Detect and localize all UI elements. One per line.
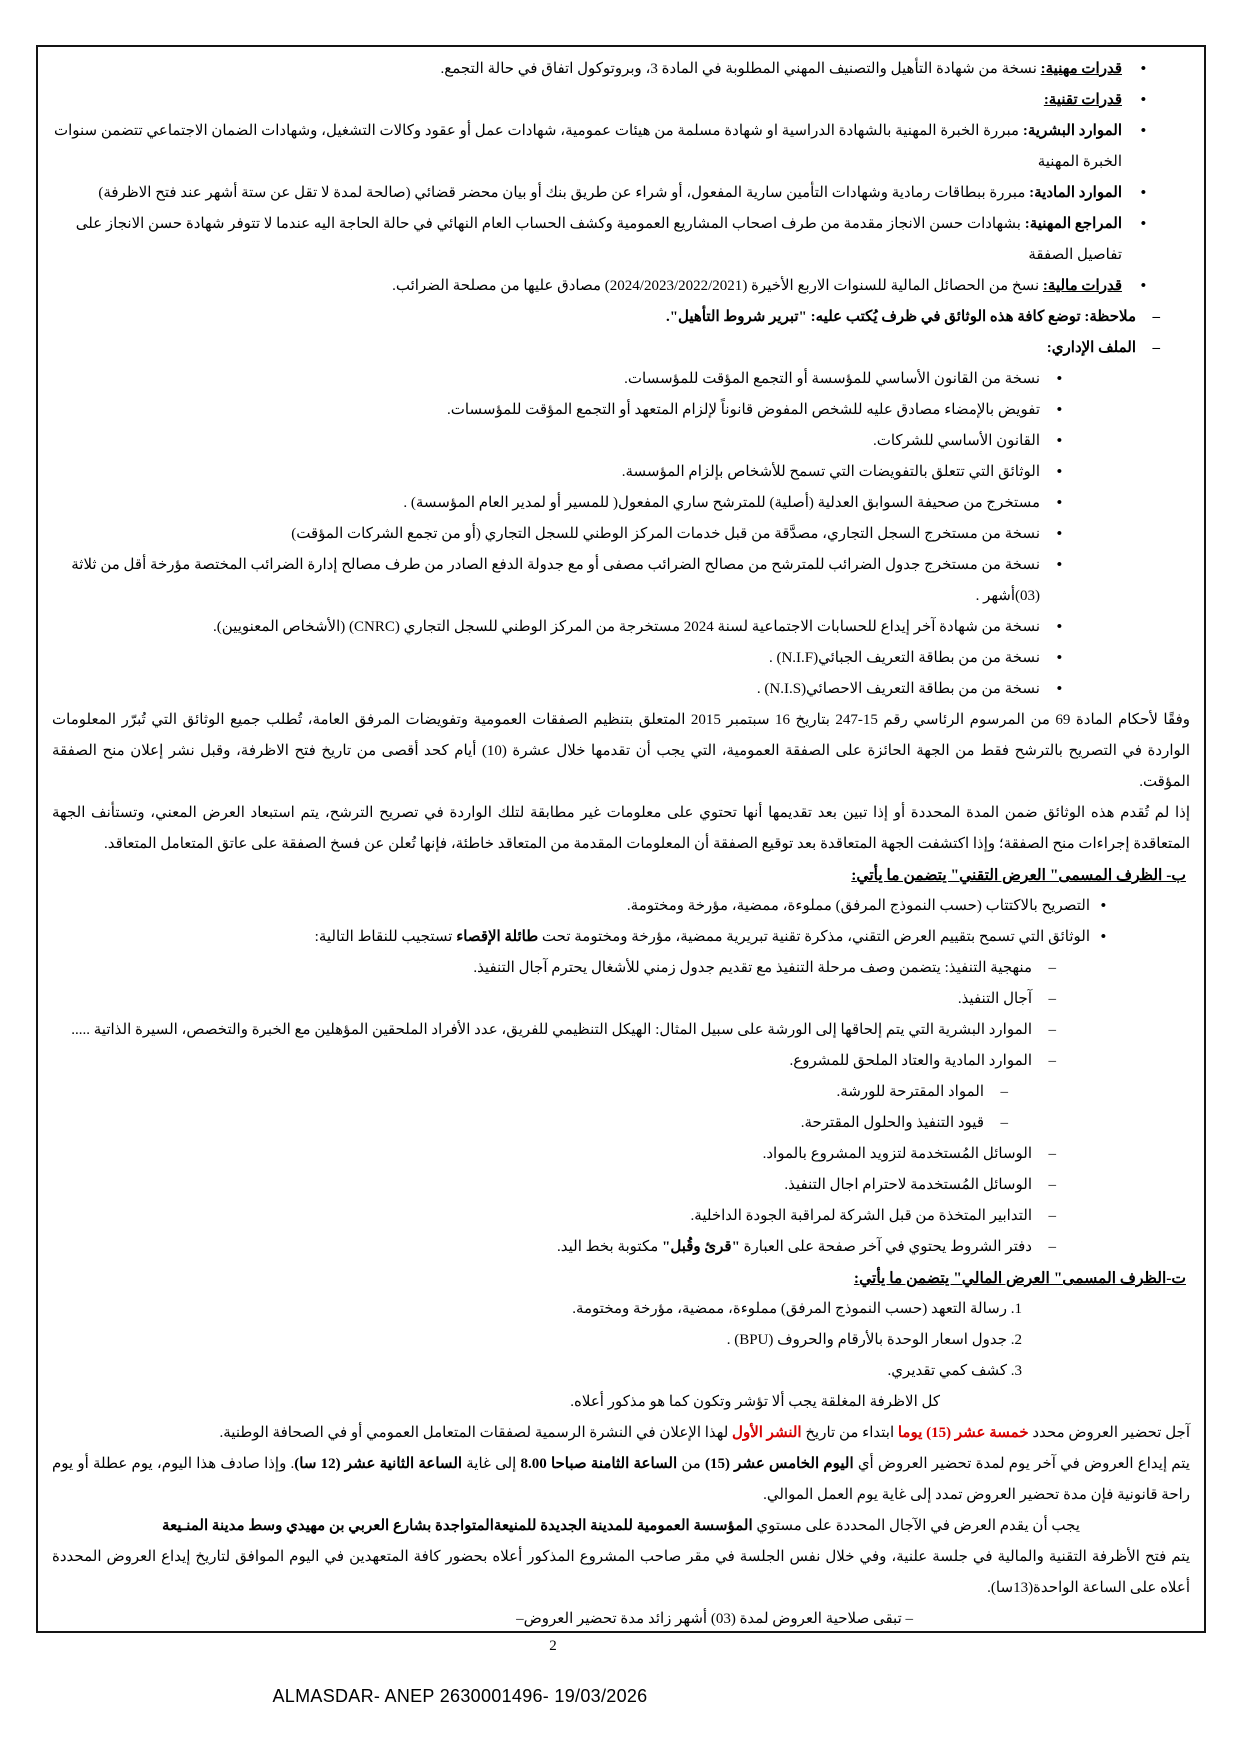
admin-file-item: • نسخة من القانون الأساسي للمؤسسة أو التجمع المؤقت للمؤسسات. bbox=[52, 364, 1190, 395]
technical-bullet-list bbox=[52, 891, 1190, 953]
note-remark: – ملاحظة: توضع كافة هذه الوثائق في ظرف يُكتب عليه: "تبرير شروط التأهيل". bbox=[52, 302, 1190, 333]
qualification-item: • قدرات مهنية: نسخة من شهادة التأهيل والتصنيف المهني المطلوبة في المادة 3، وبروتوكول اتفاق في حالة التجمع. bbox=[52, 54, 1190, 85]
admin-file-item: • نسخة من من بطاقة التعريف الاحصائي(N.I.S) . bbox=[52, 674, 1190, 705]
admin-file-list bbox=[52, 364, 1190, 705]
admin-file-item: • القانون الأساسي للشركات. bbox=[52, 426, 1190, 457]
opening-paragraph: يتم فتح الأظرفة التقنية والمالية في جلسة علنية، وفي خلال نفس الجلسة في مقر صاحب المشروع المذكور أعلاه بحضور كافة المتعهدين في اليوم الموافق لتاريخ إيداع العروض المحددة أعلاه على الساعة الواحدة(13سا). bbox=[52, 1549, 1190, 1596]
technical-dash-item: – منهجية التنفيذ: يتضمن وصف مرحلة التنفيذ مع تقديم جدول زمني للأشغال يحترم آجال التنفيذ. bbox=[52, 953, 1190, 984]
technical-dash-item: – الوسائل المُستخدمة لاحترام اجال التنفيذ. bbox=[52, 1170, 1190, 1201]
admin-file-item: • نسخة من مستخرج جدول الضرائب للمترشح من مصالح الضرائب مصفى أو مع جدولة الدفع الصادر من طرف مصالح إدارة الضرائب المختصة مؤرخة أقل من ثلاثة (03)أشهر . bbox=[52, 550, 1190, 612]
admin-file-item: • نسخة من شهادة آخر إيداع للحسابات الاجتماعية لسنة 2024 مستخرجة من المركز الوطني للسجل التجاري (CNRC) (الأشخاص المعنويين). bbox=[52, 612, 1190, 643]
technical-dash-item: – الموارد المادية والعتاد الملحق للمشروع. bbox=[52, 1046, 1190, 1077]
deposit-paragraph: يتم إيداع العروض في آخر يوم لمدة تحضير العروض أي اليوم الخامس عشر (15) من الساعة الثامنة صباحا 8.00 إلى غاية الساعة الثانية عشر (12 سا). وإذا صادف هذا اليوم، يوم عطلة أو يوم راحة قانونية فإن مدة تحضير العروض تمدد إلى غاية يوم العمل الموالي. bbox=[52, 1456, 1190, 1503]
admin-file-item: • تفويض بالإمضاء مصادق عليه للشخص المفوض قانوناً لإلزام المتعهد أو التجمع المؤقت للمؤسسات. bbox=[52, 395, 1190, 426]
financial-item: 2. جدول اسعار الوحدة بالأرقام والحروف (BPU) . bbox=[726, 1332, 1022, 1348]
validity-line: – تبقى صلاحية العروض لمدة (03) أشهر زائد مدة تحضير العروض– bbox=[516, 1611, 913, 1627]
admin-file-item: • نسخة من من بطاقة التعريف الجبائي(N.I.F) . bbox=[52, 643, 1190, 674]
technical-dash-item: – آجال التنفيذ. bbox=[52, 984, 1190, 1015]
financial-list bbox=[52, 1294, 1190, 1387]
page-number: 2 bbox=[549, 1638, 557, 1654]
technical-dash-item: – قيود التنفيذ والحلول المقترحة. bbox=[52, 1108, 1190, 1139]
technical-bullet-item: • الوثائق التي تسمح بتقييم العرض التقني، مذكرة تقنية تبريرية ممضية، مؤرخة ومختومة تحت طائلة الإقصاء تستجيب للنقاط التالية: bbox=[52, 922, 1190, 953]
admin-file-item: • مستخرج من صحيفة السوابق العدلية (أصلية) للمترشح ساري المفعول( للمسير أو لمدير العام المؤسسة) . bbox=[52, 488, 1190, 519]
qualification-item: • قدرات تقنية: bbox=[52, 85, 1190, 116]
technical-offer-heading: ب- الظرف المسمى" العرض التقني" يتضمن ما يأتي: bbox=[851, 867, 1186, 884]
technical-bullet-item: • التصريح بالاكتتاب (حسب النموذج المرفق) مملوءة، ممضية، مؤرخة ومختومة. bbox=[52, 891, 1190, 922]
technical-dash-item: – التدابير المتخذة من قبل الشركة لمراقبة الجودة الداخلية. bbox=[52, 1201, 1190, 1232]
technical-dash-item: – دفتر الشروط يحتوي في آخر صفحة على العبارة "قرئ وقُبل" مكتوبة بخط اليد. bbox=[52, 1232, 1190, 1263]
admin-file-item: • الوثائق التي تتعلق بالتفويضات التي تسمح للأشخاص بإلزام المؤسسة. bbox=[52, 457, 1190, 488]
technical-dash-list bbox=[52, 953, 1190, 1263]
technical-dash-item: – الموارد البشرية التي يتم إلحاقها إلى الورشة على سبيل المثال: الهيكل التنظيمي للفريق، عدد الأفراد الملحقين المؤهلين مع الخبرة والتخصص، السيرة الذاتية ..... bbox=[52, 1015, 1190, 1046]
decree-paragraph: وفقًا لأحكام المادة 69 من المرسوم الرئاسي رقم 15-247 بتاريخ 16 سبتمبر 2015 المتعلق بتنظيم الصفقات العمومية وتفويضات المرفق العامة، تُطلب جميع الوثائق التي تُبرّر المعلومات الواردة في التصريح بالترشح فقط من الجهة الحائزة على الصفقة العمومية، التي يجب أن تقدمها خلال عشرة (10) أيام كحد أقصى من تاريخ فتح الاظرفة، وقبل نشر إعلان منح الصفقة المؤقت. bbox=[52, 712, 1190, 790]
anep-footer: ALMASDAR- ANEP 2630001496- 19/03/2026 bbox=[272, 1686, 648, 1706]
page-border bbox=[36, 45, 1206, 1633]
qualification-item: • المراجع المهنية: بشهادات حسن الانجاز مقدمة من طرف اصحاب المشاريع العمومية وكشف الحساب العام النهائي في حالة الحاجة اليه عندما لا تتوفر شهادة حسن الانجاز على تفاصيل الصفقة bbox=[52, 209, 1190, 271]
financial-offer-heading: ت-الظرف المسمى" العرض المالي" يتضمن ما يأتي: bbox=[853, 1270, 1186, 1287]
financial-item: 1. رسالة التعهد (حسب النموذج المرفق) مملوءة، ممضية، مؤرخة ومختومة. bbox=[572, 1301, 1022, 1317]
qualifications-list bbox=[52, 54, 1190, 302]
submission-place-line: يجب أن يقدم العرض في الآجال المحددة على مستوي المؤسسة العمومية للمدينة الجديدة للمنيعةالمتواجدة بشارع العربي بن مهيدي وسط مدينة المنـيعة bbox=[162, 1518, 1080, 1534]
qualification-item: • قدرات مالية: نسخ من الحصائل المالية للسنوات الاربع الأخيرة (2024/2023/2022/2021) مصادق عليها من مصلحة الضرائب. bbox=[52, 271, 1190, 302]
technical-dash-item: – الوسائل المُستخدمة لتزويد المشروع بالمواد. bbox=[52, 1139, 1190, 1170]
admin-file-item: • نسخة من مستخرج السجل التجاري، مصدَّقة من قبل خدمات المركز الوطني للسجل التجاري (أو من تجمع الشركات المؤقت) bbox=[52, 519, 1190, 550]
rejection-paragraph: إذا لم تُقدم هذه الوثائق ضمن المدة المحددة أو إذا تبين بعد تقديمها أنها تحتوي على معلومات غير مطابقة لتلك الواردة في تصريح الترشح، يتم استبعاد العرض المعني، وتستأنف الجهة المتعاقدة إجراءات منح الصفقة؛ وإذا اكتشفت الجهة المتعاقدة بعد توقيع الصفقة أن المعلومات المقدمة من المتعاقد خاطئة، فإنها تُعلن عن فسخ الصفقة على عاتق المتعامل المتعاقد. bbox=[52, 805, 1190, 852]
note-admin-file-heading: – الملف الإداري: bbox=[52, 333, 1190, 364]
qualification-item: • الموارد المادية: مبررة ببطاقات رمادية وشهادات التأمين سارية المفعول، أو شراء عن طريق بنك أو بيان محضر قضائي (صالحة لمدة لا تقل عن ستة أشهر عند فتح الاظرفة) bbox=[52, 178, 1190, 209]
qualification-item: • الموارد البشرية: مبررة الخبرة المهنية بالشهادة الدراسية او شهادة مسلمة من هيئات عمومية، شهادات عمل أو عقود وكالات التشغيل، وشهادات الضمان الاجتماعي تتضمن سنوات الخبرة المهنية bbox=[52, 116, 1190, 178]
deadline-line: آجل تحضير العروض محدد خمسة عشر (15) يوما ابتداء من تاريخ النشر الأول لهذا الإعلان في النشرة الرسمية لصفقات المتعامل العمومي أو في الصحافة الوطنية. bbox=[219, 1425, 1190, 1441]
technical-dash-item: – المواد المقترحة للورشة. bbox=[52, 1077, 1190, 1108]
financial-item: 3. كشف كمي تقديري. bbox=[887, 1363, 1022, 1379]
sealed-envelopes-note: كل الاظرفة المغلقة يجب ألا تؤشر وتكون كما هو مذكور أعلاه. bbox=[570, 1394, 940, 1410]
